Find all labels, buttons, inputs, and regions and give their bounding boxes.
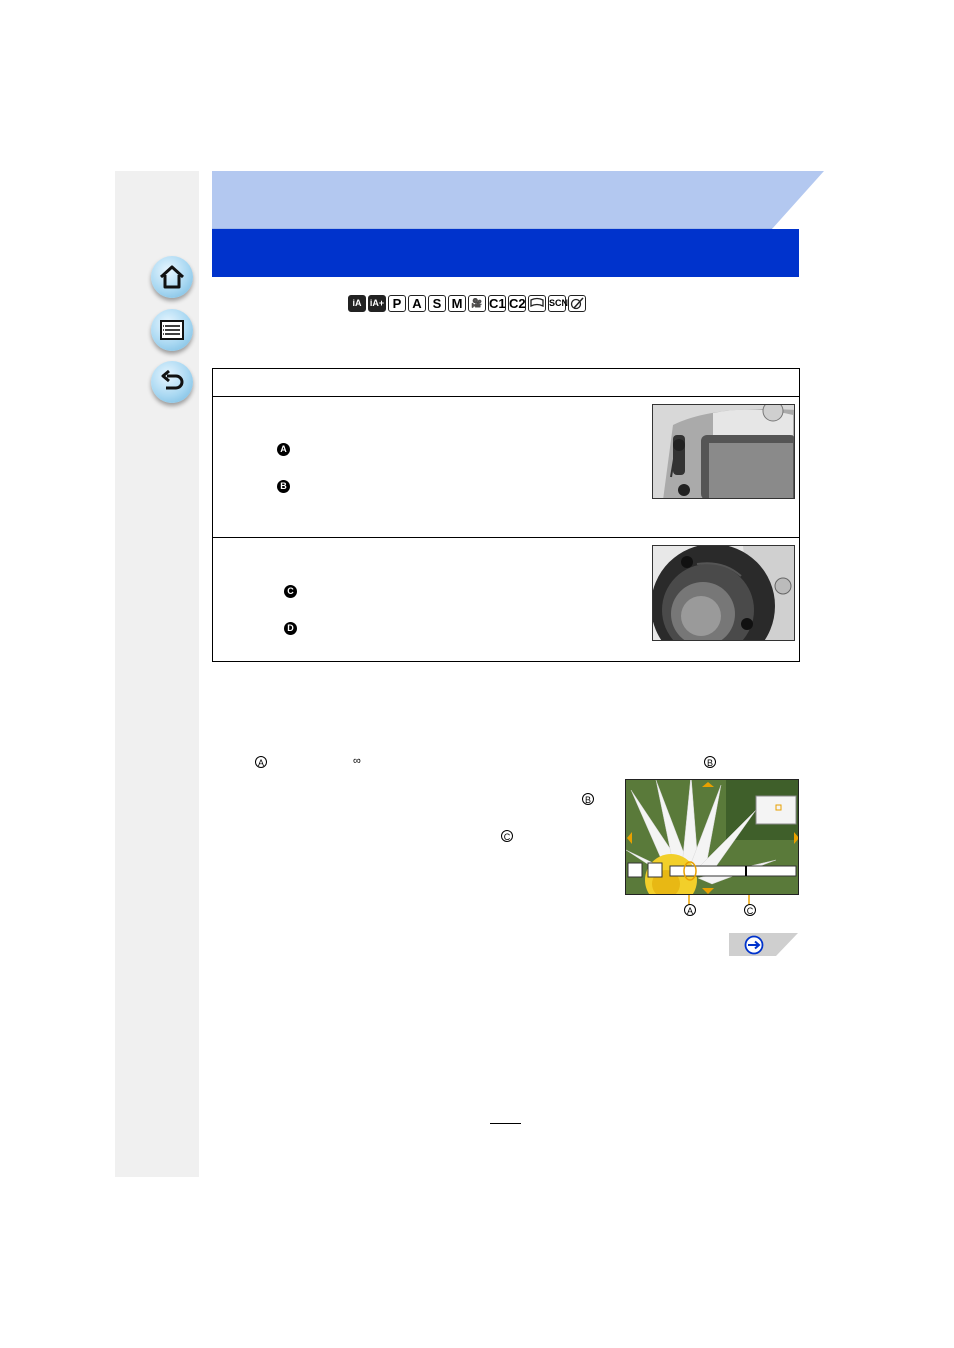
list-icon [157, 315, 187, 345]
mode-m-icon: M [448, 295, 466, 312]
mode-movie-m-icon: 🎥 [468, 295, 486, 312]
back-button[interactable] [151, 361, 193, 403]
mode-s-icon: S [428, 295, 446, 312]
marker-a: A [277, 443, 290, 456]
mode-panorama-icon [528, 295, 546, 312]
header-band-dark [212, 229, 799, 277]
mode-creative-icon [568, 295, 586, 312]
callout-a: A [255, 756, 267, 768]
screen-callout-c: C [744, 904, 756, 916]
mode-a-icon: A [408, 295, 426, 312]
callout-b-2: B [582, 793, 594, 805]
mf-assist-screen [625, 779, 799, 895]
marker-b: B [277, 480, 290, 493]
callout-b: B [704, 756, 716, 768]
callout-c: C [501, 830, 513, 842]
mode-c1-icon: C1 [489, 296, 506, 311]
table-header-divider [213, 396, 799, 397]
recording-mode-icons [348, 295, 586, 312]
home-icon [157, 262, 187, 292]
mode-ia-plus-icon: iA+ [368, 295, 386, 312]
focus-ring-photo [652, 545, 795, 641]
mode-ia-icon: iA [348, 295, 366, 312]
infinity-symbol: ∞ [353, 755, 361, 767]
contents-button[interactable] [151, 309, 193, 351]
table-row-divider [213, 537, 799, 538]
home-button[interactable] [151, 256, 193, 298]
header-band-light [212, 171, 825, 231]
return-icon [157, 367, 187, 397]
marker-c: C [284, 585, 297, 598]
mode-scn-icon: SCN [548, 295, 566, 312]
mode-c2-icon: C2 [509, 296, 526, 311]
camera-dial-photo [652, 404, 795, 499]
marker-d: D [284, 622, 297, 635]
mode-p-icon: P [388, 295, 406, 312]
operation-table [212, 368, 800, 662]
page-number-underline [490, 1123, 521, 1124]
screen-callout-a: A [684, 904, 696, 916]
next-page-button[interactable] [729, 933, 799, 957]
screen-callout-lines [625, 895, 799, 909]
